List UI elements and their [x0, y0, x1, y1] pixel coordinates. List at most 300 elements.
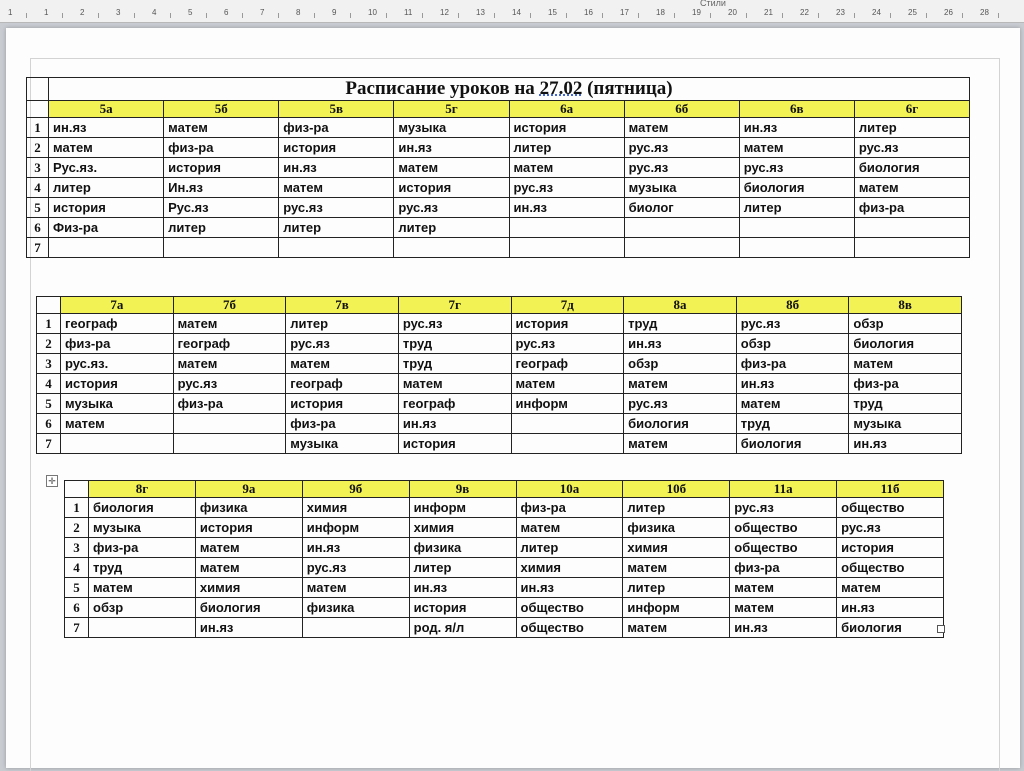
subject-cell[interactable]: матем	[511, 374, 624, 394]
ruler-tick-mark	[422, 13, 423, 18]
subject-cell[interactable]: матем	[173, 354, 286, 374]
ruler-tick-label: 10	[368, 8, 377, 17]
subject-cell[interactable]: химия	[516, 558, 623, 578]
schedule-table-grades-7-8[interactable]	[36, 296, 962, 454]
subject-cell[interactable]: литер	[509, 138, 624, 158]
ruler-tick-label: 18	[656, 8, 665, 17]
lesson-row	[65, 618, 944, 638]
schedule-title[interactable]	[49, 78, 970, 101]
ruler-tick-label: 4	[152, 8, 157, 17]
subject-cell[interactable]: физ-ра	[89, 538, 196, 558]
lesson-number-cell[interactable]: 5	[37, 394, 61, 414]
class-header-row	[65, 481, 944, 498]
subject-cell[interactable]: матем	[730, 598, 837, 618]
class-header-cell[interactable]: 10б	[623, 481, 730, 498]
subject-cell[interactable]: биология	[89, 498, 196, 518]
class-header-cell[interactable]: 5а	[49, 101, 164, 118]
subject-cell[interactable]: матем	[398, 374, 511, 394]
subject-cell[interactable]: физ-ра	[286, 414, 399, 434]
lesson-row	[27, 238, 970, 258]
subject-cell[interactable]	[302, 618, 409, 638]
subject-cell[interactable]: матем	[623, 558, 730, 578]
subject-cell[interactable]: матем	[164, 118, 279, 138]
subject-cell[interactable]	[854, 218, 969, 238]
subject-cell[interactable]: рус.яз	[509, 178, 624, 198]
subject-cell[interactable]: обзр	[89, 598, 196, 618]
class-header-cell[interactable]: 8б	[736, 297, 849, 314]
subject-cell[interactable]: история	[279, 138, 394, 158]
subject-cell[interactable]: химия	[302, 498, 409, 518]
subject-cell[interactable]: труд	[624, 314, 737, 334]
subject-cell[interactable]: рус.яз	[837, 518, 944, 538]
subject-cell[interactable]: общество	[516, 598, 623, 618]
ruler-tick-mark	[746, 13, 747, 18]
lesson-number-cell[interactable]: 5	[65, 578, 89, 598]
ruler-tick-mark	[566, 13, 567, 18]
subject-cell[interactable]: музыка	[394, 118, 509, 138]
class-header-cell[interactable]: 8г	[89, 481, 196, 498]
subject-cell[interactable]: история	[509, 118, 624, 138]
subject-cell[interactable]: труд	[398, 354, 511, 374]
subject-cell[interactable]: матем	[623, 618, 730, 638]
ruler-tick-label: 22	[800, 8, 809, 17]
lesson-row	[37, 314, 962, 334]
class-header-cell[interactable]: 7а	[61, 297, 174, 314]
subject-cell[interactable]: химия	[409, 518, 516, 538]
subject-cell[interactable]: труд	[849, 394, 962, 414]
subject-cell[interactable]: рус.яз	[854, 138, 969, 158]
ruler-tick-label: 6	[224, 8, 229, 17]
ruler-tick-mark	[98, 13, 99, 18]
subject-cell[interactable]: географ	[511, 354, 624, 374]
subject-cell[interactable]: рус.яз	[624, 138, 739, 158]
title-row-number-cell	[27, 78, 49, 101]
subject-cell[interactable]	[61, 434, 174, 454]
subject-cell[interactable]: матем	[173, 314, 286, 334]
ruler-tick-label: 1	[44, 8, 49, 17]
subject-cell[interactable]	[89, 618, 196, 638]
lesson-row	[37, 414, 962, 434]
lesson-row	[27, 178, 970, 198]
subject-cell[interactable]: музыка	[286, 434, 399, 454]
subject-cell[interactable]: физика	[409, 538, 516, 558]
subject-cell[interactable]: ин.яз	[837, 598, 944, 618]
class-header-cell[interactable]: 6г	[854, 101, 969, 118]
lesson-row	[27, 138, 970, 158]
lesson-row	[65, 598, 944, 618]
lesson-row	[65, 538, 944, 558]
subject-cell[interactable]: ин.яз	[409, 578, 516, 598]
subject-cell[interactable]: литер	[409, 558, 516, 578]
subject-cell[interactable]: матем	[624, 374, 737, 394]
lesson-row	[27, 218, 970, 238]
subject-cell[interactable]: физика	[302, 598, 409, 618]
subject-cell[interactable]: история	[837, 538, 944, 558]
subject-cell[interactable]: матем	[730, 578, 837, 598]
title-row	[27, 78, 970, 101]
subject-cell[interactable]: Физ-ра	[49, 218, 164, 238]
subject-cell[interactable]: ин.яз	[398, 414, 511, 434]
ruler-tick-mark	[278, 13, 279, 18]
subject-cell[interactable]: матем	[302, 578, 409, 598]
subject-cell[interactable]: ин.яз	[195, 618, 302, 638]
subject-cell[interactable]: Рус.яз	[164, 198, 279, 218]
subject-cell[interactable]: общество	[837, 498, 944, 518]
ruler-tick-mark	[890, 13, 891, 18]
subject-cell[interactable]: матем	[837, 578, 944, 598]
subject-cell[interactable]: рус.яз	[736, 314, 849, 334]
class-header-cell[interactable]: 9б	[302, 481, 409, 498]
class-header-cell[interactable]: 8а	[624, 297, 737, 314]
class-header-cell[interactable]: 9а	[195, 481, 302, 498]
subject-cell[interactable]	[49, 238, 164, 258]
subject-cell[interactable]: биология	[739, 178, 854, 198]
ruler-tick-mark	[638, 13, 639, 18]
subject-cell[interactable]: рус.яз	[286, 334, 399, 354]
lesson-number-cell[interactable]: 3	[27, 158, 49, 178]
lesson-number-cell[interactable]: 2	[27, 138, 49, 158]
lesson-row	[65, 578, 944, 598]
subject-cell[interactable]: матем	[849, 354, 962, 374]
class-header-cell[interactable]: 5в	[279, 101, 394, 118]
subject-cell[interactable]: физ-ра	[164, 138, 279, 158]
ruler-tick-mark	[602, 13, 603, 18]
subject-cell[interactable]: матем	[624, 434, 737, 454]
subject-cell[interactable]: матем	[624, 118, 739, 138]
subject-cell[interactable]: музыка	[89, 518, 196, 538]
subject-cell[interactable]: физ-ра	[854, 198, 969, 218]
subject-cell[interactable]: литер	[739, 198, 854, 218]
subject-cell[interactable]	[173, 414, 286, 434]
subject-cell[interactable]	[624, 218, 739, 238]
subject-cell[interactable]: литер	[516, 538, 623, 558]
ruler-tick-label: 15	[548, 8, 557, 17]
subject-cell[interactable]: рус.яз	[302, 558, 409, 578]
ruler-tick-mark	[458, 13, 459, 18]
subject-cell[interactable]: матем	[49, 138, 164, 158]
horizontal-ruler[interactable]	[0, 0, 1024, 23]
subject-cell[interactable]: физ-ра	[61, 334, 174, 354]
subject-cell[interactable]: биолог	[624, 198, 739, 218]
ruler-tick-label: 26	[944, 8, 953, 17]
lesson-number-cell[interactable]: 5	[27, 198, 49, 218]
subject-cell[interactable]: общество	[516, 618, 623, 638]
class-header-cell[interactable]: 6а	[509, 101, 624, 118]
subject-cell[interactable]: физ-ра	[849, 374, 962, 394]
subject-cell[interactable]: матем	[89, 578, 196, 598]
subject-cell[interactable]: физика	[195, 498, 302, 518]
lesson-number-cell[interactable]: 1	[27, 118, 49, 138]
subject-cell[interactable]	[509, 238, 624, 258]
subject-cell[interactable]: матем	[736, 394, 849, 414]
class-header-cell[interactable]: 11б	[837, 481, 944, 498]
subject-cell[interactable]: обзр	[736, 334, 849, 354]
ruler-tick-label: 12	[440, 8, 449, 17]
subject-cell[interactable]: история	[394, 178, 509, 198]
lesson-number-cell[interactable]: 4	[65, 558, 89, 578]
ruler-tick-label: 3	[116, 8, 121, 17]
subject-cell[interactable]: информ	[302, 518, 409, 538]
subject-cell[interactable]: ин.яз	[509, 198, 624, 218]
subject-cell[interactable]: обзр	[624, 354, 737, 374]
subject-cell[interactable]: рус.яз	[624, 158, 739, 178]
subject-cell[interactable]: матем	[516, 518, 623, 538]
subject-cell[interactable]: литер	[854, 118, 969, 138]
schedule-table-grades-5-6[interactable]	[26, 77, 970, 258]
subject-cell[interactable]: литер	[623, 498, 730, 518]
subject-cell[interactable]: географ	[61, 314, 174, 334]
header-corner-cell	[65, 481, 89, 498]
subject-cell[interactable]: химия	[623, 538, 730, 558]
subject-cell[interactable]: история	[409, 598, 516, 618]
ruler-tick-label: 7	[260, 8, 265, 17]
lesson-number-cell[interactable]: 1	[37, 314, 61, 334]
subject-cell[interactable]: род. я/л	[409, 618, 516, 638]
schedule-title-prefix: Расписание уроков на	[345, 78, 540, 99]
ruler-tick-mark	[530, 13, 531, 18]
lesson-number-cell[interactable]: 7	[65, 618, 89, 638]
subject-cell[interactable]	[173, 434, 286, 454]
subject-cell[interactable]	[739, 238, 854, 258]
subject-cell[interactable]: литер	[164, 218, 279, 238]
subject-cell[interactable]: общество	[837, 558, 944, 578]
subject-cell[interactable]: биология	[624, 414, 737, 434]
ruler-tick-mark	[782, 13, 783, 18]
lesson-row	[27, 158, 970, 178]
ruler-tick-label: 17	[620, 8, 629, 17]
subject-cell[interactable]	[511, 434, 624, 454]
subject-cell[interactable]: рус.яз	[739, 158, 854, 178]
ruler-tick-mark	[674, 13, 675, 18]
lesson-row	[27, 118, 970, 138]
subject-cell[interactable]: географ	[398, 394, 511, 414]
schedule-title-suffix: (пятница)	[582, 78, 673, 99]
class-header-cell[interactable]: 9в	[409, 481, 516, 498]
lesson-number-cell[interactable]: 6	[27, 218, 49, 238]
lesson-number-cell[interactable]: 2	[65, 518, 89, 538]
subject-cell[interactable]: ин.яз	[624, 334, 737, 354]
lesson-number-cell[interactable]: 6	[65, 598, 89, 618]
subject-cell[interactable]: литер	[286, 314, 399, 334]
class-header-cell[interactable]: 5г	[394, 101, 509, 118]
subject-cell[interactable]	[279, 238, 394, 258]
subject-cell[interactable]: труд	[89, 558, 196, 578]
subject-cell[interactable]: рус.яз	[394, 198, 509, 218]
subject-cell[interactable]: музыка	[624, 178, 739, 198]
subject-cell[interactable]: музыка	[849, 414, 962, 434]
subject-cell[interactable]: информ	[409, 498, 516, 518]
subject-cell[interactable]: ин.яз	[516, 578, 623, 598]
subject-cell[interactable]: биология	[837, 618, 944, 638]
subject-cell[interactable]: литер	[394, 218, 509, 238]
class-header-row	[27, 101, 970, 118]
ruler-tick-mark	[134, 13, 135, 18]
ruler-tick-mark	[26, 13, 27, 18]
subject-cell[interactable]: ин.яз	[730, 618, 837, 638]
ruler-tick-mark	[926, 13, 927, 18]
subject-cell[interactable]: обзр	[849, 314, 962, 334]
subject-cell[interactable]: матем	[61, 414, 174, 434]
subject-cell[interactable]	[394, 238, 509, 258]
subject-cell[interactable]: ин.яз	[49, 118, 164, 138]
class-header-cell[interactable]: 7д	[511, 297, 624, 314]
table-move-handle-icon[interactable]: ✛	[46, 475, 58, 487]
subject-cell[interactable]	[739, 218, 854, 238]
class-header-cell[interactable]: 7в	[286, 297, 399, 314]
subject-cell[interactable]: физ-ра	[730, 558, 837, 578]
subject-cell[interactable]: Ин.яз	[164, 178, 279, 198]
ruler-tick-label: 8	[296, 8, 301, 17]
ruler-tick-mark	[494, 13, 495, 18]
subject-cell[interactable]: матем	[854, 178, 969, 198]
lesson-number-cell[interactable]: 7	[37, 434, 61, 454]
subject-cell[interactable]: биология	[195, 598, 302, 618]
subject-cell[interactable]: биология	[849, 334, 962, 354]
lesson-number-cell[interactable]: 2	[37, 334, 61, 354]
class-header-cell[interactable]: 10а	[516, 481, 623, 498]
ruler-tick-label: 20	[728, 8, 737, 17]
ruler-tick-label: 14	[512, 8, 521, 17]
subject-cell[interactable]: ин.яз	[849, 434, 962, 454]
lesson-number-cell[interactable]: 3	[37, 354, 61, 374]
subject-cell[interactable]	[511, 414, 624, 434]
subject-cell[interactable]: общество	[730, 518, 837, 538]
subject-cell[interactable]: труд	[398, 334, 511, 354]
subject-cell[interactable]: физ-ра	[736, 354, 849, 374]
subject-cell[interactable]: географ	[286, 374, 399, 394]
lesson-row	[37, 394, 962, 414]
subject-cell[interactable]: история	[511, 314, 624, 334]
subject-cell[interactable]: история	[61, 374, 174, 394]
subject-cell[interactable]: общество	[730, 538, 837, 558]
lesson-row	[65, 558, 944, 578]
subject-cell[interactable]: история	[398, 434, 511, 454]
subject-cell[interactable]: литер	[49, 178, 164, 198]
ruler-tick-label: 9	[332, 8, 337, 17]
subject-cell[interactable]: ин.яз	[302, 538, 409, 558]
subject-cell[interactable]: ин.яз	[279, 158, 394, 178]
class-header-cell[interactable]: 7г	[398, 297, 511, 314]
subject-cell[interactable]: физ-ра	[516, 498, 623, 518]
subject-cell[interactable]	[624, 238, 739, 258]
lesson-number-cell[interactable]: 4	[27, 178, 49, 198]
ruler-tick-label: 13	[476, 8, 485, 17]
subject-cell[interactable]: матем	[195, 558, 302, 578]
ruler-tick-mark	[854, 13, 855, 18]
subject-cell[interactable]: географ	[173, 334, 286, 354]
subject-cell[interactable]: матем	[739, 138, 854, 158]
subject-cell[interactable]: Рус.яз.	[49, 158, 164, 178]
subject-cell[interactable]: литер	[279, 218, 394, 238]
subject-cell[interactable]: рус.яз	[624, 394, 737, 414]
lesson-number-cell[interactable]: 1	[65, 498, 89, 518]
subject-cell[interactable]: матем	[195, 538, 302, 558]
class-header-cell[interactable]: 11а	[730, 481, 837, 498]
subject-cell[interactable]: история	[49, 198, 164, 218]
class-header-cell[interactable]: 7б	[173, 297, 286, 314]
subject-cell[interactable]: биология	[736, 434, 849, 454]
class-header-row	[37, 297, 962, 314]
ruler-tick-mark	[350, 13, 351, 18]
subject-cell[interactable]: история	[164, 158, 279, 178]
subject-cell[interactable]	[509, 218, 624, 238]
subject-cell[interactable]: рус.яз	[730, 498, 837, 518]
subject-cell[interactable]: ин.яз	[739, 118, 854, 138]
subject-cell[interactable]	[854, 238, 969, 258]
subject-cell[interactable]: матем	[286, 354, 399, 374]
subject-cell[interactable]: физика	[623, 518, 730, 538]
ruler-tick-label: 2	[80, 8, 85, 17]
lesson-number-cell[interactable]: 6	[37, 414, 61, 434]
lesson-row	[65, 518, 944, 538]
subject-cell[interactable]: информ	[511, 394, 624, 414]
subject-cell[interactable]: матем	[279, 178, 394, 198]
schedule-title-date: 27.02	[539, 78, 583, 99]
lesson-row	[37, 374, 962, 394]
ruler-tick-label: 1	[8, 8, 13, 17]
lesson-row	[37, 354, 962, 374]
subject-cell[interactable]: химия	[195, 578, 302, 598]
subject-cell[interactable]: ин.яз	[394, 138, 509, 158]
subject-cell[interactable]	[164, 238, 279, 258]
ruler-tick-mark	[242, 13, 243, 18]
subject-cell[interactable]: музыка	[61, 394, 174, 414]
subject-cell[interactable]: физ-ра	[173, 394, 286, 414]
ruler-tick-mark	[998, 13, 999, 18]
ruler-tick-label: 16	[584, 8, 593, 17]
lesson-number-cell[interactable]: 4	[37, 374, 61, 394]
lesson-row	[37, 434, 962, 454]
ruler-tick-mark	[962, 13, 963, 18]
subject-cell[interactable]: история	[195, 518, 302, 538]
subject-cell[interactable]: рус.яз	[279, 198, 394, 218]
subject-cell[interactable]: биология	[854, 158, 969, 178]
ruler-tick-label: 24	[872, 8, 881, 17]
subject-cell[interactable]: информ	[623, 598, 730, 618]
ruler-tick-mark	[314, 13, 315, 18]
class-header-cell[interactable]: 6в	[739, 101, 854, 118]
lesson-row	[37, 334, 962, 354]
lesson-number-cell[interactable]: 7	[27, 238, 49, 258]
subject-cell[interactable]: рус.яз	[173, 374, 286, 394]
subject-cell[interactable]: физ-ра	[279, 118, 394, 138]
document-page[interactable]	[6, 28, 1020, 768]
lesson-number-cell[interactable]: 3	[65, 538, 89, 558]
styles-label: Стили	[700, 0, 726, 8]
ruler-tick-mark	[206, 13, 207, 18]
ruler-tick-label: 28	[980, 8, 989, 17]
subject-cell[interactable]: ин.яз	[736, 374, 849, 394]
subject-cell[interactable]: матем	[509, 158, 624, 178]
class-header-cell[interactable]: 6б	[624, 101, 739, 118]
subject-cell[interactable]: рус.яз.	[61, 354, 174, 374]
subject-cell[interactable]: рус.яз	[398, 314, 511, 334]
class-header-cell[interactable]: 8в	[849, 297, 962, 314]
class-header-cell[interactable]: 5б	[164, 101, 279, 118]
ruler-tick-label: 19	[692, 8, 701, 17]
subject-cell[interactable]: рус.яз	[511, 334, 624, 354]
subject-cell[interactable]: матем	[394, 158, 509, 178]
ruler-tick-label: 21	[764, 8, 773, 17]
header-corner-cell	[27, 101, 49, 118]
table-resize-handle-icon[interactable]	[937, 625, 945, 633]
subject-cell[interactable]: литер	[623, 578, 730, 598]
subject-cell[interactable]: труд	[736, 414, 849, 434]
subject-cell[interactable]: история	[286, 394, 399, 414]
schedule-table-grades-8-11[interactable]	[64, 480, 944, 638]
ruler-tick-label: 11	[404, 8, 413, 17]
ruler-tick-mark	[710, 13, 711, 18]
